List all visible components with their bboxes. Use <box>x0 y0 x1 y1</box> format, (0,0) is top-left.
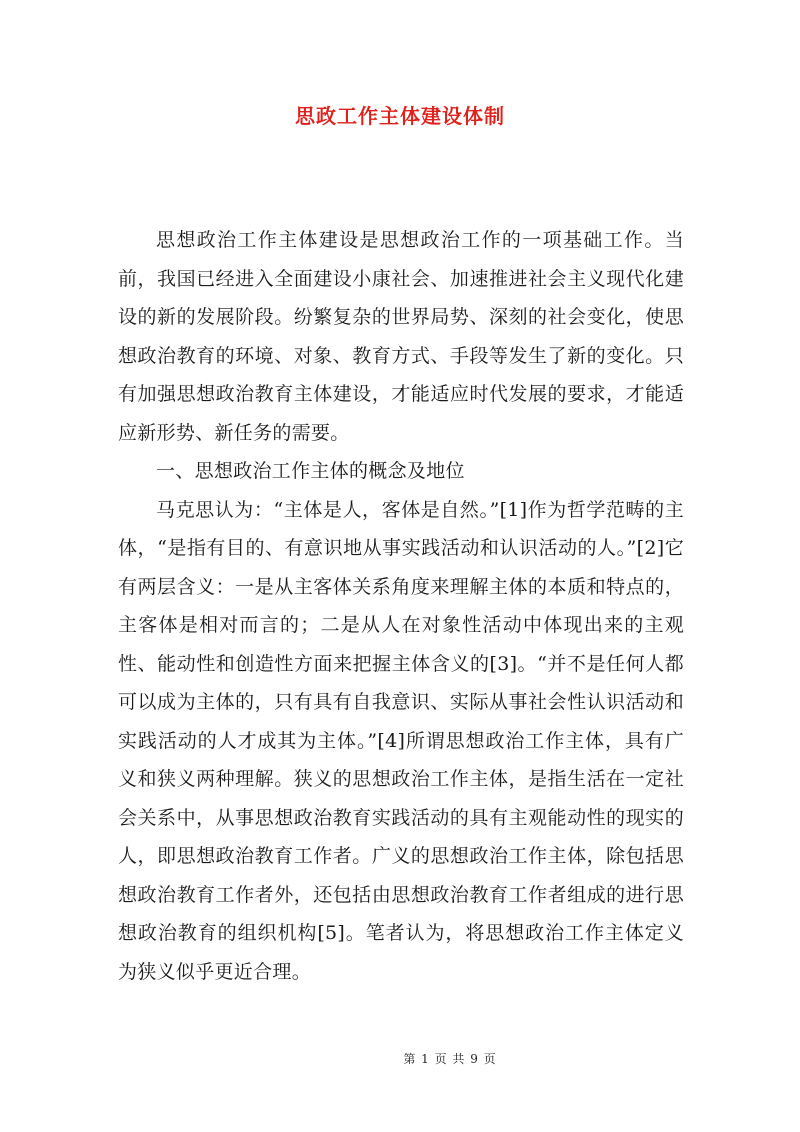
section-paragraph: 马克思认为：“主体是人，客体是自然。”[1]作为哲学范畴的主体，“是指有目的、有意识地从事实践活动和认识活动的人。”[2]它有两层含义：一是从主客体关系角度来理解主体的本质和特点的，主客体是相对而言的；二是从人在对象性活动中体现出来的主观性、能动性和创造性方面来把握主体含义的[3]。“并不是任何人都可以成为主体的，只有具有自我意识、实际从事社会性认识活动和实践活动的人才成其为主体。”[4]所谓思想政治工作主体，具有广义和狭义两种理解。狭义的思想政治工作主体，是指生活在一定社会关系中，从事思想政治教育实践活动的具有主观能动性的现实的人，即思想政治教育工作者。广义的思想政治工作主体，除包括思想政治教育工作者外，还包括由思想政治教育工作者组成的进行思想政治教育的组织机构[5]。笔者认为，将思想政治工作主体定义为狭义似乎更近合理。 <box>118 498 684 983</box>
intro-paragraph: 思想政治工作主体建设是思想政治工作的一项基础工作。当前，我国已经进入全面建设小康社会、加速推进社会主义现代化建设的新的发展阶段。纷繁复杂的世界局势、深刻的社会变化，使思想政治教育的环境、对象、教育方式、手段等发生了新的变化。只有加强思想政治教育主体建设，才能适应时代发展的要求，才能适应新形势、新任务的需要。 <box>118 229 684 444</box>
section-heading: 一、思想政治工作主体的概念及地位 <box>156 460 465 482</box>
page-number: 第 1 页 共 9 页 <box>403 1052 497 1066</box>
document-body <box>118 221 684 991</box>
page-footer <box>0 1050 800 1067</box>
document-title: 思政工作主体建设体制 <box>295 104 505 128</box>
